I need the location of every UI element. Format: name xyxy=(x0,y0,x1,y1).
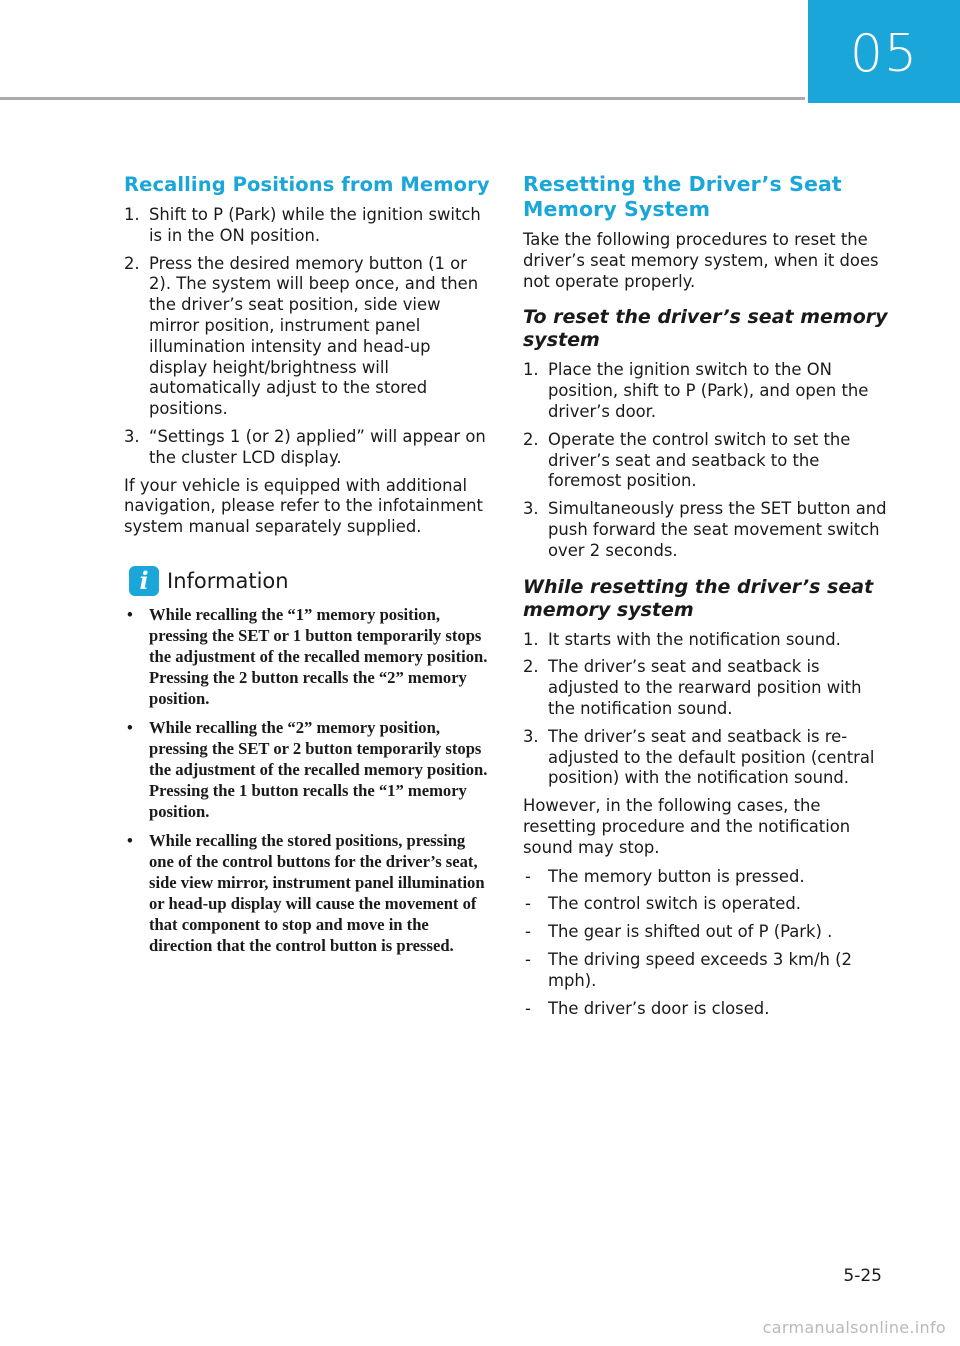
section-title-recalling: Recalling Positions from Memory xyxy=(124,173,490,196)
step-number: 2. xyxy=(523,657,539,677)
case-text: The gear is shifted out of P (Park) . xyxy=(548,922,833,942)
list-item xyxy=(523,430,893,492)
info-text: While recalling the “2” memory position, pressing the SET or 2 button temporarily stops the adjustment of the recalled memory position. Pressing the 1 button recalls the “1” memory position. xyxy=(149,717,488,821)
left-column xyxy=(124,172,490,964)
page-number: 5-25 xyxy=(843,1266,882,1286)
list-item xyxy=(124,604,490,709)
subheading-while-resetting: While resetting the driver’s seat memory system xyxy=(523,575,874,621)
watermark: carmanualsonline.info xyxy=(762,1318,946,1337)
right-column xyxy=(523,172,893,1026)
navigation-note: If your vehicle is equipped with additional navigation, please refer to the infotainment system manual separately supplied. xyxy=(124,475,483,537)
step-text: It starts with the notification sound. xyxy=(548,629,841,649)
information-header xyxy=(124,566,490,596)
while-resetting-steps xyxy=(523,630,893,790)
case-text: The memory button is pressed. xyxy=(548,866,805,886)
chapter-tab xyxy=(808,0,960,103)
information-box xyxy=(124,566,490,956)
stop-cases-list xyxy=(523,867,893,1020)
list-item xyxy=(523,894,893,915)
case-text: The control switch is operated. xyxy=(548,894,801,914)
bullet-icon: • xyxy=(127,830,133,850)
step-number: 1. xyxy=(523,629,539,649)
reset-steps xyxy=(523,360,893,561)
list-item xyxy=(124,717,490,822)
recall-steps xyxy=(124,205,490,469)
list-item xyxy=(523,922,893,943)
stop-cases-note: However, in the following cases, the resetting procedure and the notification sound may stop. xyxy=(523,796,851,857)
list-item xyxy=(124,830,490,956)
list-item xyxy=(523,727,893,789)
list-item xyxy=(523,360,893,422)
list-item xyxy=(124,205,490,247)
step-number: 3. xyxy=(124,426,140,446)
reset-intro: Take the following procedures to reset the driver’s seat memory system, when it does not operate properly. xyxy=(523,230,879,291)
step-number: 2. xyxy=(523,429,539,449)
list-item xyxy=(523,499,893,561)
step-text: Shift to P (Park) while the ignition switch is in the ON position. xyxy=(149,205,481,245)
step-text: Operate the control switch to set the driver’s seat and seatback to the foremost position. xyxy=(548,429,851,491)
list-item xyxy=(124,254,490,420)
step-number: 1. xyxy=(124,205,140,224)
dash-icon: - xyxy=(525,998,531,1018)
chapter-number: 05 xyxy=(849,23,919,84)
step-number: 3. xyxy=(523,726,539,746)
information-list xyxy=(124,604,490,956)
list-item xyxy=(523,657,893,719)
subheading-reset-procedure: To reset the driver’s seat memory system xyxy=(523,306,888,352)
list-item xyxy=(523,630,893,651)
case-text: The driving speed exceeds 3 km/h (2 mph). xyxy=(548,949,852,990)
info-text: While recalling the stored positions, pressing one of the control buttons for the driver’s seat, side view mirror, instrument panel illumination or head-up display will cause the movement of that component to stop and move in the direction that the control button is pressed. xyxy=(149,830,485,955)
step-text: “Settings 1 (or 2) applied” will appear on the cluster LCD display. xyxy=(149,426,486,467)
info-text: While recalling the “1” memory position, pressing the SET or 1 button temporarily stops the adjustment of the recalled memory position. Pressing the 2 button recalls the “2” memory position. xyxy=(149,604,488,708)
bullet-icon: • xyxy=(127,604,133,624)
info-icon: i xyxy=(129,566,159,596)
information-title: Information xyxy=(167,568,289,593)
list-item xyxy=(523,867,893,888)
step-text: Press the desired memory button (1 or 2). The system will beep once, and then the driver’s seat position, side view mirror position, instrument panel illumination intensity and head-up display height/brightness will automatically adjust to the stored positions. xyxy=(149,253,479,419)
list-item xyxy=(523,950,893,992)
step-number: 1. xyxy=(523,360,539,380)
step-text: The driver’s seat and seatback is adjusted to the rearward position with the notification sound. xyxy=(548,657,862,718)
step-number: 3. xyxy=(523,499,539,519)
case-text: The driver’s door is closed. xyxy=(548,998,770,1018)
header-rule xyxy=(0,97,805,100)
step-text: Simultaneously press the SET button and push forward the seat movement switch over 2 seconds. xyxy=(548,499,887,560)
step-text: Place the ignition switch to the ON position, shift to P (Park), and open the driver’s door. xyxy=(548,360,869,421)
dash-icon: - xyxy=(525,894,531,914)
list-item xyxy=(523,999,893,1020)
list-item xyxy=(124,427,490,469)
step-text: The driver’s seat and seatback is re-adjusted to the default position (central position) with the notification sound. xyxy=(548,726,875,788)
dash-icon: - xyxy=(525,922,531,942)
section-title-resetting: Resetting the Driver’s Seat Memory System xyxy=(523,172,842,221)
bullet-icon: • xyxy=(127,717,133,737)
dash-icon: - xyxy=(525,866,531,886)
step-number: 2. xyxy=(124,253,140,273)
dash-icon: - xyxy=(525,949,531,969)
